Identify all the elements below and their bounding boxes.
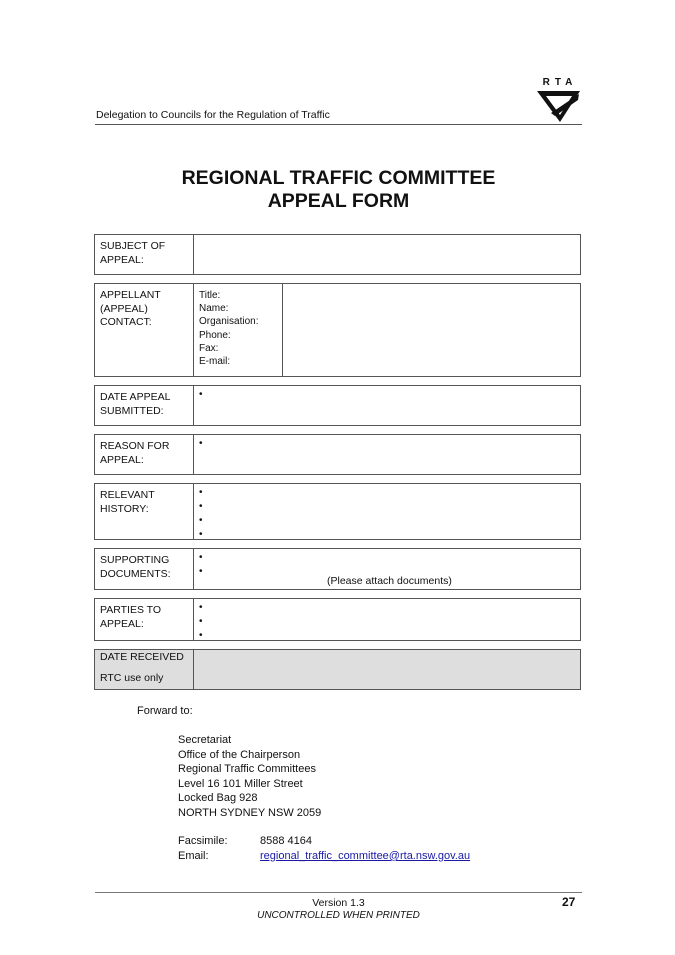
bullet [199,528,203,542]
subject-field[interactable] [194,235,580,274]
subject-label: SUBJECT OF APPEAL: [95,235,194,274]
version-label: Version 1.3 [312,897,365,909]
date-submitted-label: DATE APPEAL SUBMITTED: [95,386,194,425]
rtc-use-only-label: RTC use only [100,671,164,684]
parties-field[interactable] [194,599,580,640]
facsimile-value: 8588 4164 [260,835,312,847]
address-line: Locked Bag 928 [178,792,258,805]
contact-name-label: Name: [199,303,229,315]
supporting-row [94,548,581,590]
running-header: Delegation to Councils for the Regulation of Traffic [96,109,330,121]
bullet [199,601,203,615]
reason-row [94,434,581,475]
uncontrolled-notice: UNCONTROLLED WHEN PRINTED [257,910,420,921]
supporting-field[interactable] [194,549,580,589]
footer-divider [95,892,582,893]
bullet [199,486,203,500]
date-received-label-cell [95,650,194,689]
contact-details-field[interactable] [283,284,580,376]
history-label: RELEVANT HISTORY: [95,484,194,539]
subject-row [94,234,581,275]
contact-phone-label: Phone: [199,329,231,341]
bullet [199,388,203,402]
bullet [199,500,203,514]
history-field[interactable] [194,484,580,539]
address-line: Regional Traffic Committees [178,763,316,776]
bullet [199,615,203,629]
attach-note: (Please attach documents) [327,575,452,587]
form-title-line2: APPEAL FORM [267,190,410,212]
forward-heading: Forward to: [137,705,193,717]
email-link[interactable]: regional_traffic_committee@rta.nsw.gov.au [260,850,471,862]
appellant-row [94,283,581,377]
bullet [199,565,203,579]
address-line: Office of the Chairperson [178,748,301,761]
bullet [199,514,203,528]
page-number: 27 [562,895,576,909]
contact-field-labels [194,284,283,376]
address-line: NORTH SYDNEY NSW 2059 [178,806,322,819]
address-line: Level 16 101 Miller Street [178,777,303,790]
date-received-label: DATE RECEIVED [100,651,184,663]
history-row [94,483,581,540]
header-divider [95,124,582,125]
form-title-line1: REGIONAL TRAFFIC COMMITTEE [181,167,496,189]
contact-email-label: E-mail: [199,356,231,368]
supporting-label: SUPPORTING DOCUMENTS: [95,549,194,589]
bullet [199,437,203,451]
contact-organisation-label: Organisation: [199,316,259,328]
forward-address [178,733,321,821]
reason-label: REASON FOR APPEAL: [95,435,194,474]
bullet [199,551,203,565]
parties-label: PARTIES TO APPEAL: [95,599,194,640]
date-received-field [194,650,580,689]
date-received-row [94,649,581,690]
contact-title-label: Title: [199,290,221,301]
appellant-label: APPELLANT (APPEAL) CONTACT: [95,284,194,376]
reason-field[interactable] [194,435,580,474]
rta-logo-icon [533,76,585,124]
logo-letters: RTA [542,77,578,88]
contact-fax-label: Fax: [199,342,219,354]
date-submitted-row [94,385,581,426]
bullet [199,629,203,643]
facsimile-label: Facsimile: [178,835,228,847]
parties-row [94,598,581,641]
address-line: Secretariat [178,734,232,746]
date-submitted-field[interactable] [194,386,580,425]
email-label: Email: [178,850,209,862]
